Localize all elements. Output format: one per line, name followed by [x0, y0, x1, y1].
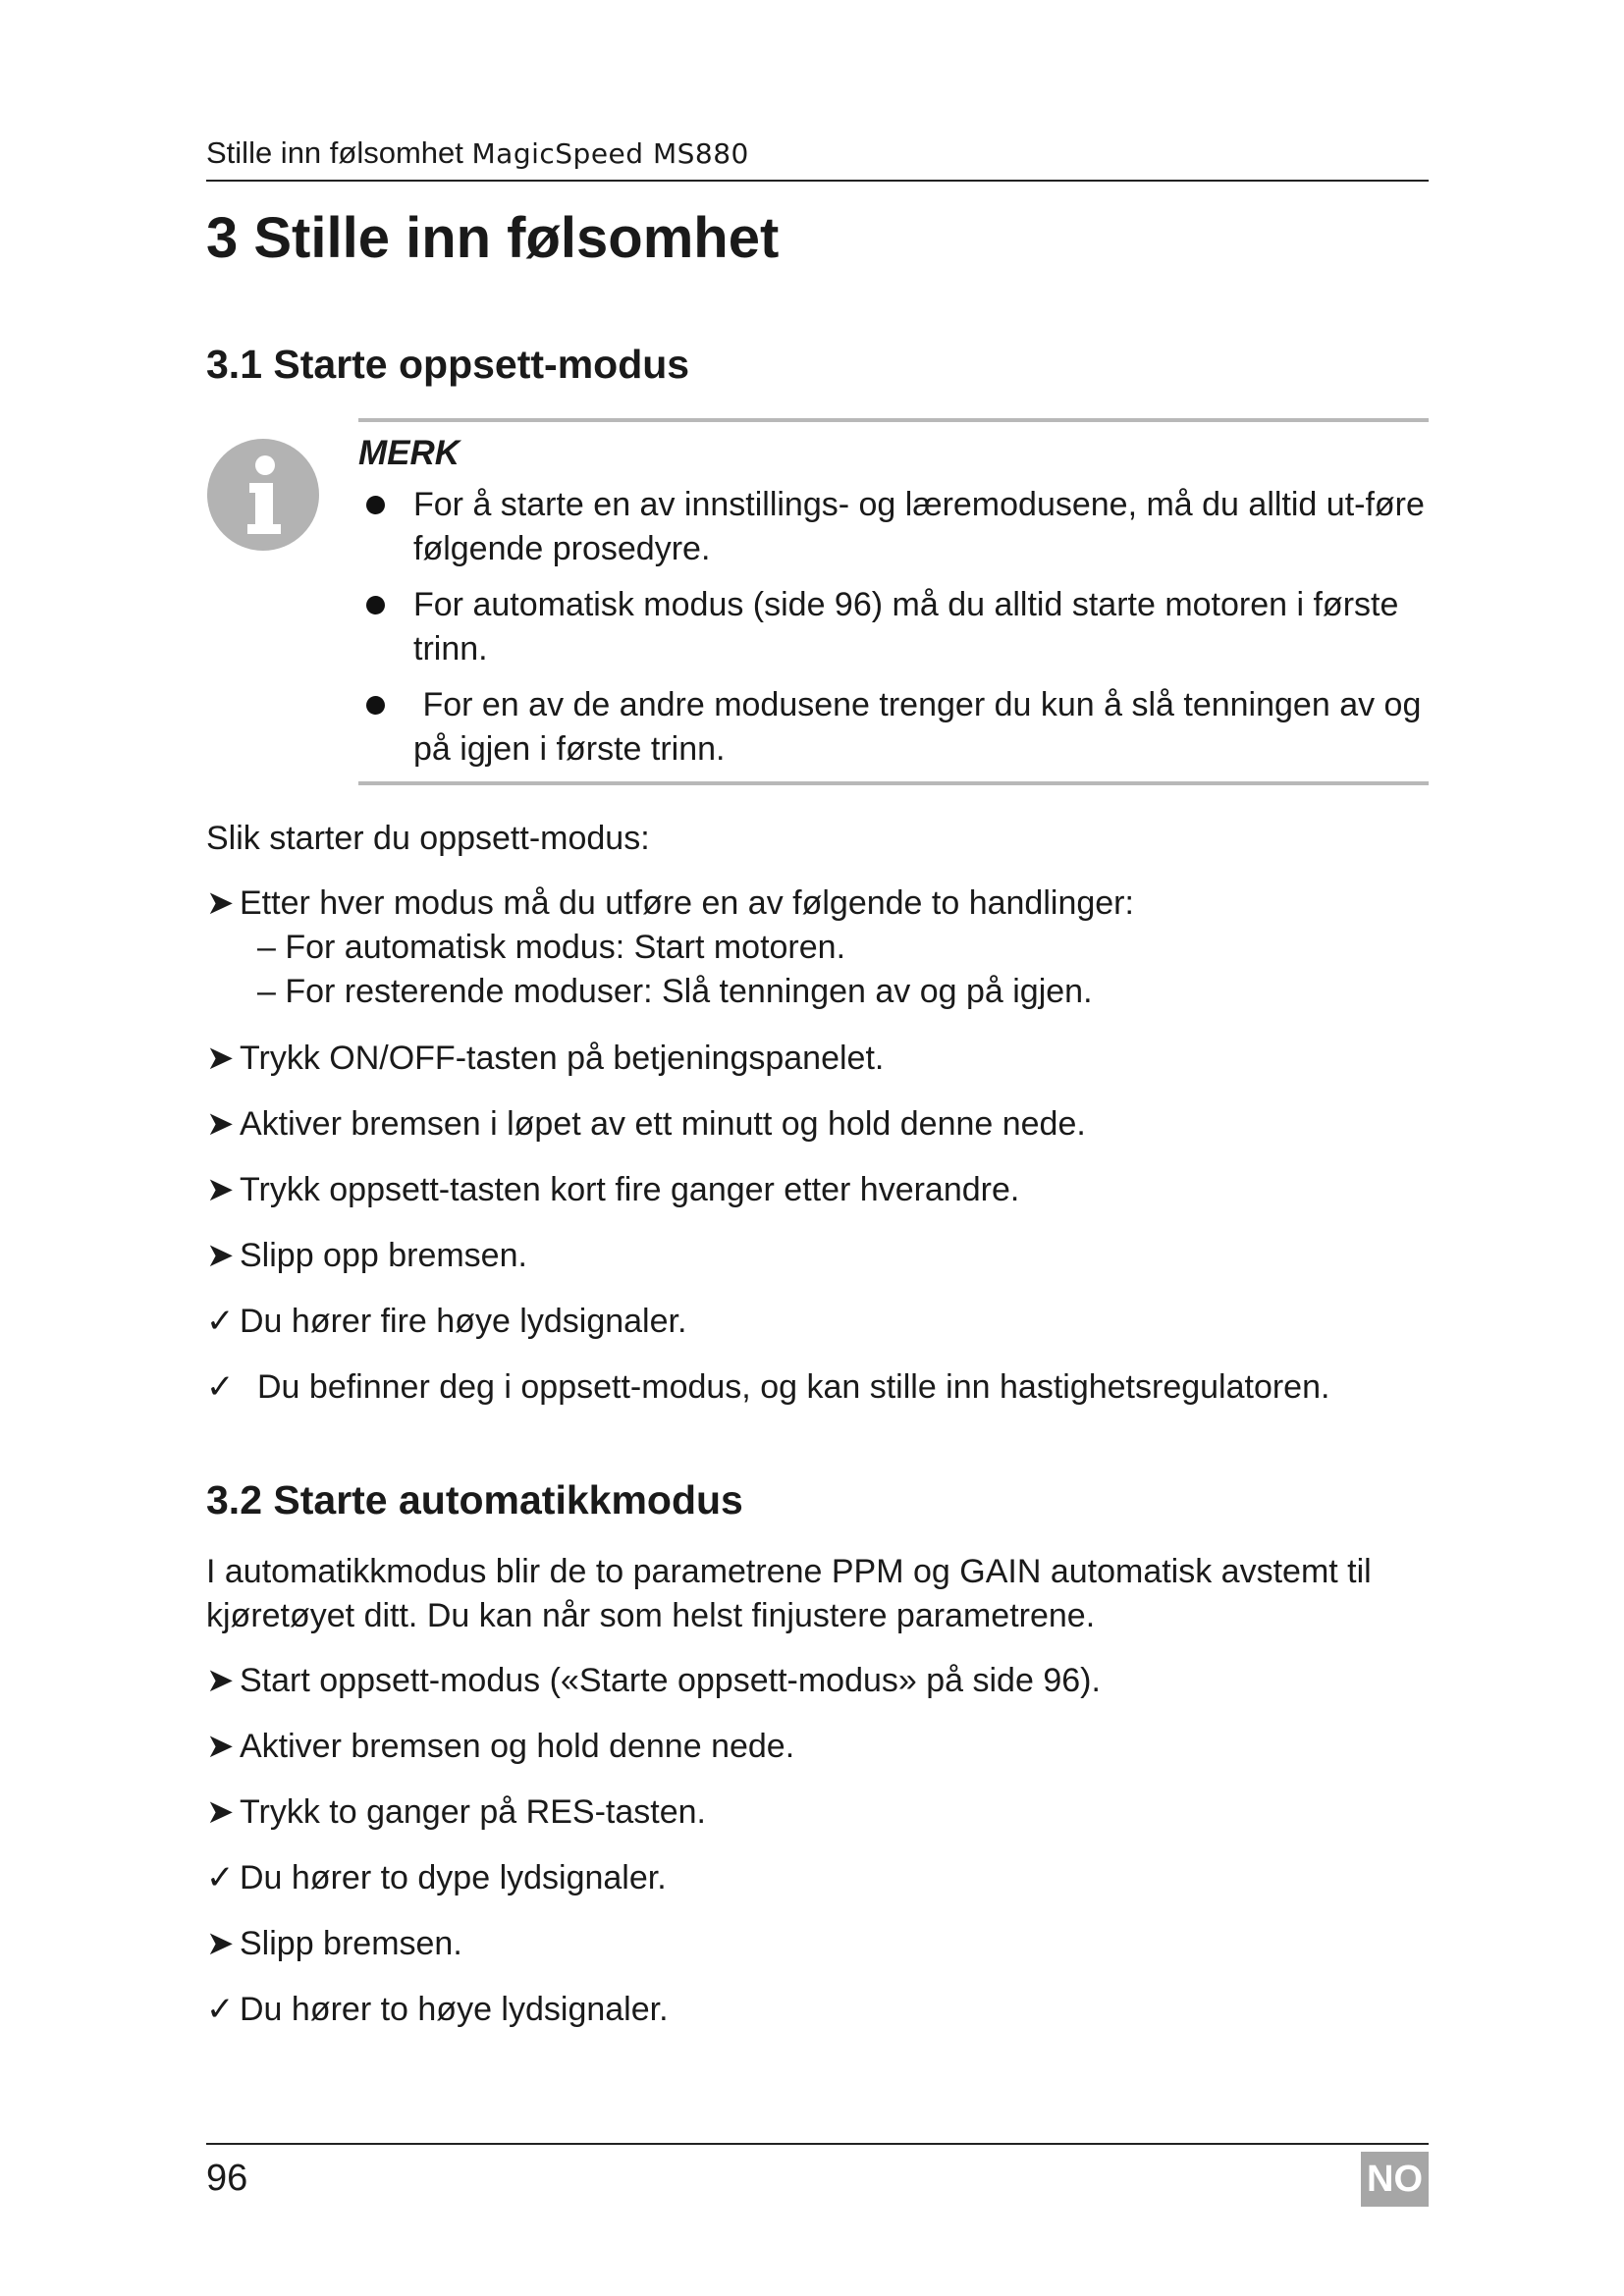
note-list: [358, 483, 1429, 772]
section-title-3-2: 3.2 Starte automatikkmodus: [206, 1477, 743, 1522]
sub-item: – For resterende moduser: Slå tenningen av og på igjen.: [257, 973, 1093, 1010]
note-title: MERK: [358, 434, 460, 472]
note-bottom-rule: [358, 781, 1429, 785]
step-text: Trykk to ganger på RES-tasten.: [240, 1793, 706, 1831]
step-item: [206, 1790, 1443, 1835]
arrow-marker-icon: ➤: [206, 1171, 235, 1208]
language-badge: NO: [1361, 2152, 1429, 2207]
step-text: Aktiver bremsen i løpet av ett minutt og hold denne nede.: [240, 1105, 1086, 1143]
result-item: [206, 1300, 1443, 1344]
step-item: [206, 1922, 1443, 1966]
check-icon: ✓: [206, 1859, 235, 1896]
result-text: Du hører fire høye lydsignaler.: [240, 1303, 687, 1340]
bullet-icon: [366, 696, 385, 715]
info-icon: [206, 438, 320, 552]
note-item-text: For en av de andre modusene trenger du kun å slå tenningen av og på igjen i første trinn.: [413, 686, 1431, 768]
sub-item: – For automatisk modus: Start motoren.: [257, 929, 846, 966]
check-icon: ✓: [206, 1991, 235, 2028]
step-text: Aktiver bremsen og hold denne nede.: [240, 1728, 795, 1765]
result-item: [206, 1988, 1443, 2032]
check-icon: ✓: [206, 1303, 235, 1340]
section-title-3-1: 3.1 Starte oppsett-modus: [206, 342, 690, 387]
result-item: [206, 1856, 1443, 1900]
note-item: [358, 683, 1429, 772]
header-section-title: Stille inn følsomhet: [206, 135, 463, 170]
step-text: Trykk oppsett-tasten kort fire ganger etter hverandre.: [240, 1171, 1020, 1208]
section1-intro: Slik starter du oppsett-modus:: [206, 820, 650, 857]
arrow-marker-icon: ➤: [206, 1237, 235, 1274]
running-header: [206, 133, 1429, 182]
chapter-title: 3 Stille inn følsomhet: [206, 206, 780, 270]
result-text: Du hører to dype lydsignaler.: [240, 1859, 667, 1896]
result-text: Du befinner deg i oppsett-modus, og kan stille inn hastighetsregulatoren.: [257, 1368, 1330, 1406]
result-text: Du hører to høye lydsignaler.: [240, 1991, 669, 2028]
note-item-text: For automatisk modus (side 96) må du alltid starte motoren i første trinn.: [413, 586, 1399, 667]
step-text: Etter hver modus må du utføre en av følgende to handlinger:: [240, 884, 1134, 922]
arrow-marker-icon: ➤: [206, 1105, 235, 1143]
note-item-text: For å starte en av innstillings- og læremodusene, må du alltid ut-føre følgende prosedyre.: [413, 486, 1425, 567]
step-item: [206, 1037, 1443, 1081]
step-item: [206, 1234, 1443, 1278]
step-text: Slipp bremsen.: [240, 1925, 462, 1962]
note-top-rule: [358, 418, 1429, 422]
page-number: 96: [206, 2158, 248, 2199]
bullet-icon: [366, 496, 385, 514]
arrow-marker-icon: ➤: [206, 1793, 235, 1831]
step-item: [206, 1725, 1443, 1769]
arrow-marker-icon: ➤: [206, 1728, 235, 1765]
step-item: [206, 881, 1443, 926]
note-item: [358, 483, 1429, 571]
step-text: Trykk ON/OFF-tasten på betjeningspanelet.: [240, 1040, 885, 1077]
step-text: Start oppsett-modus («Starte oppsett-modus» på side 96).: [240, 1662, 1101, 1699]
arrow-marker-icon: ➤: [206, 1925, 235, 1962]
result-item: [206, 1365, 1443, 1410]
arrow-marker-icon: ➤: [206, 1040, 235, 1077]
step-item: [206, 1659, 1443, 1703]
section2-intro: I automatikkmodus blir de to parametrene PPM og GAIN automatisk avstemt til kjøretøyet ditt. Du kan når som helst finjustere parametrene.: [206, 1553, 1372, 1634]
step-text: Slipp opp bremsen.: [240, 1237, 527, 1274]
arrow-marker-icon: ➤: [206, 884, 235, 922]
note-item: [358, 583, 1429, 671]
footer-rule: [206, 2143, 1429, 2145]
step-item: [206, 1102, 1443, 1147]
arrow-marker-icon: ➤: [206, 1662, 235, 1699]
header-brand: MagicSpeed MS880: [471, 137, 749, 170]
bullet-icon: [366, 596, 385, 614]
note-block: [358, 418, 1429, 785]
check-icon: ✓: [206, 1368, 235, 1406]
step-item: [206, 1168, 1443, 1212]
